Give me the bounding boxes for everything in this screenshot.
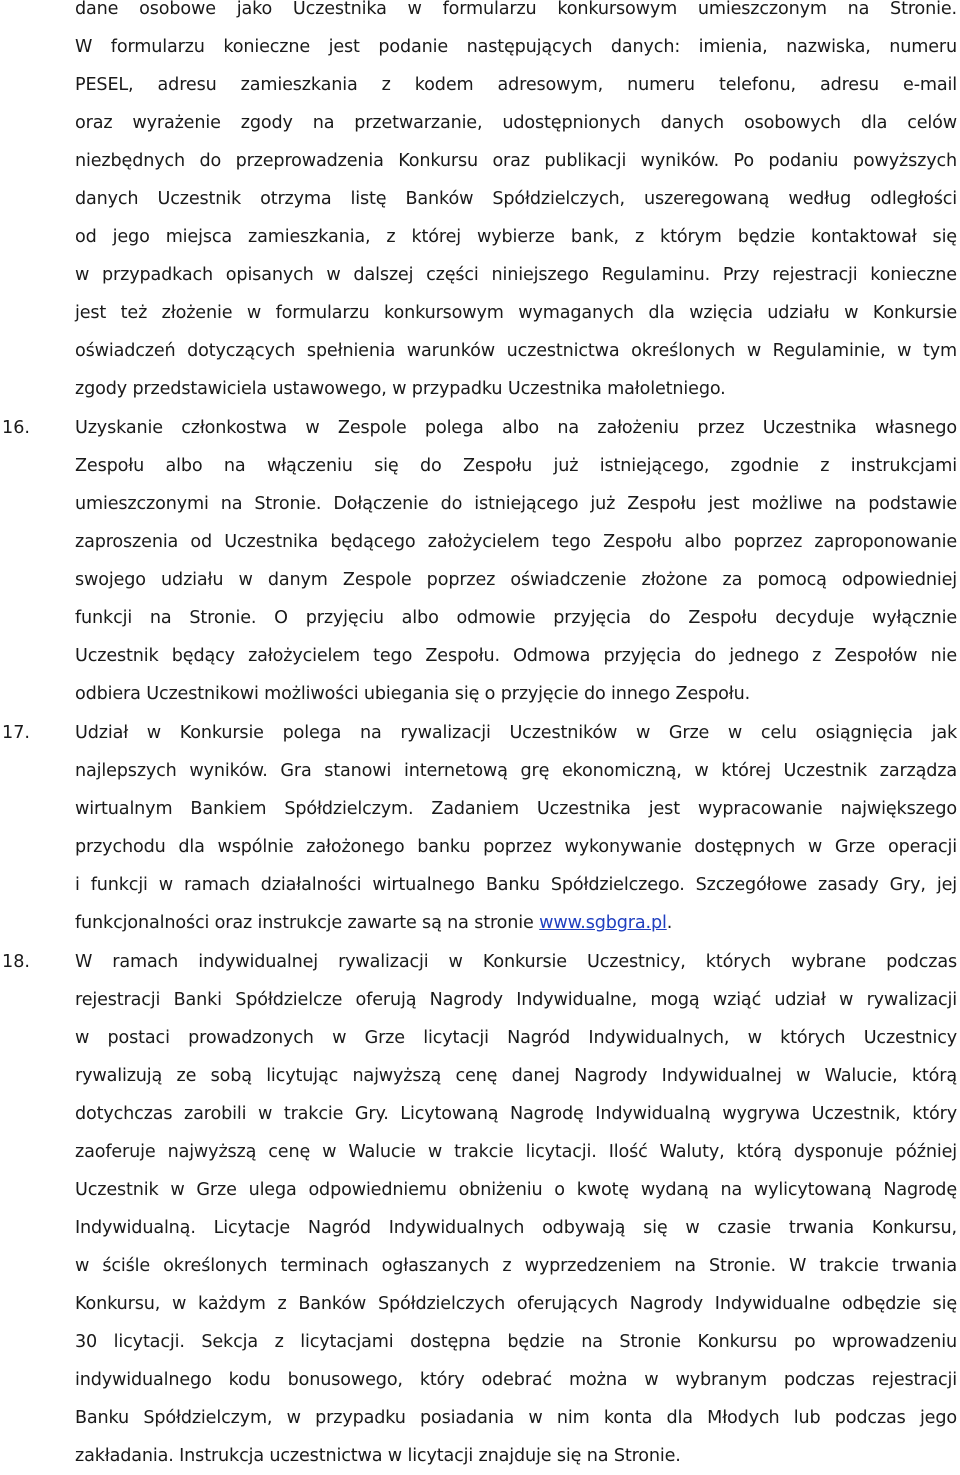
section-16-line-4: zaproszenia od Uczestnika będącego założycielem tego Zespołu albo poprzez zaproponowanie [75, 532, 957, 552]
section-16-line-3: umieszczonymi na Stronie. Dołączenie do istniejącego już Zespołu jest możliwe na podstawie [75, 494, 957, 514]
section-18-line-3: w postaci prowadzonych w Grze licytacji Nagród Indywidualnych, w których Uczestnicy [75, 1028, 957, 1048]
section-18-line-12: indywidualnego kodu bonusowego, który odebrać można w wybranym podczas rejestracji [75, 1370, 957, 1390]
section-18-line-13: Banku Spółdzielczym, w przypadku posiadania w nim konta dla Młodych lub podczas jego [75, 1408, 957, 1428]
section-17-number: 17. [2, 723, 30, 743]
intro-line-3: PESEL, adresu zamieszkania z kodem adresowym, numeru telefonu, adresu e-mail [75, 75, 957, 95]
section-18-line-9: w ściśle określonych terminach ogłaszanych z wyprzedzeniem na Stronie. W trakcie trwania [75, 1256, 957, 1276]
section-18-line-10: Konkursu, w każdym z Banków Spółdzielczych oferujących Nagrody Indywidualne odbędzie się [75, 1294, 957, 1314]
section-16-line-1: Uzyskanie członkostwa w Zespole polega albo na założeniu przez Uczestnika własnego [75, 418, 957, 438]
sgbgra-link[interactable]: www.sgbgra.pl [539, 913, 667, 933]
section-18-line-1: W ramach indywidualnej rywalizacji w Konkursie Uczestnicy, których wybrane podczas [75, 952, 957, 972]
section-17-line-4: przychodu dla wspólnie założonego banku poprzez wykonywanie dostępnych w Grze operacji [75, 837, 957, 857]
intro-line-10: oświadczeń dotyczących spełnienia warunków uczestnictwa określonych w Regulaminie, w tym [75, 341, 957, 361]
section-18-line-11: 30 licytacji. Sekcja z licytacjami dostępna będzie na Stronie Konkursu po wprowadzeniu [75, 1332, 957, 1352]
section-16-line-5: swojego udziału w danym Zespole poprzez oświadczenie złożone za pomocą odpowiedniej [75, 570, 957, 590]
intro-line-7: od jego miejsca zamieszkania, z której wybierze bank, z którym będzie kontaktował się [75, 227, 957, 247]
section-18-line-14: zakładania. Instrukcja uczestnictwa w licytacji znajduje się na Stronie. [75, 1446, 681, 1466]
section-18-line-8: Indywidualną. Licytacje Nagród Indywidualnych odbywają się w czasie trwania Konkursu, [75, 1218, 957, 1238]
section-16-line-8: odbiera Uczestnikowi możliwości ubiegania się o przyjęcie do innego Zespołu. [75, 684, 751, 704]
intro-line-5: niezbędnych do przeprowadzenia Konkursu oraz publikacji wyników. Po podaniu powyższych [75, 151, 957, 171]
section-17-line-5: i funkcji w ramach działalności wirtualnego Banku Spółdzielczego. Szczegółowe zasady Gry, jej [75, 875, 957, 895]
section-17-line-2: najlepszych wyników. Gra stanowi internetową grę ekonomiczną, w której Uczestnik zarządza [75, 761, 957, 781]
intro-line-8: w przypadkach opisanych w dalszej części niniejszego Regulaminu. Przy rejestracji konieczne [75, 265, 957, 285]
section-18-number: 18. [2, 952, 30, 972]
intro-line-2: W formularzu konieczne jest podanie następujących danych: imienia, nazwiska, numeru [75, 37, 957, 57]
intro-line-11: zgody przedstawiciela ustawowego, w przypadku Uczestnika małoletniego. [75, 379, 726, 399]
section-18-line-5: dotychczas zarobili w trakcie Gry. Licytowaną Nagrodę Indywidualną wygrywa Uczestnik, który [75, 1104, 957, 1124]
intro-line-4: oraz wyrażenie zgody na przetwarzanie, udostępnionych danych osobowych dla celów [75, 113, 957, 133]
section-17-line-6-text: funkcjonalności oraz instrukcje zawarte są na stronie [75, 913, 540, 933]
section-16-line-2: Zespołu albo na włączeniu się do Zespołu już istniejącego, zgodnie z instrukcjami [75, 456, 957, 476]
section-18-line-4: rywalizują ze sobą licytując najwyższą cenę danej Nagrody Indywidualnej w Walucie, którą [75, 1066, 957, 1086]
section-16-line-6: funkcji na Stronie. O przyjęciu albo odmowie przyjęcia do Zespołu decyduje wyłącznie [75, 608, 957, 628]
section-17-line-6-period: . [666, 913, 673, 933]
section-17-line-6 [75, 904, 957, 942]
section-17-line-1: Udział w Konkursie polega na rywalizacji Uczestników w Grze w celu osiągnięcia jak [75, 723, 957, 743]
intro-line-6: danych Uczestnik otrzyma listę Banków Spółdzielczych, uszeregowaną według odległości [75, 189, 957, 209]
section-16-line-7: Uczestnik będący założycielem tego Zespołu. Odmowa przyjęcia do jednego z Zespołów nie [75, 646, 957, 666]
intro-line-9: jest też złożenie w formularzu konkursowym wymaganych dla wzięcia udziału w Konkursie [75, 303, 957, 323]
section-16-number: 16. [2, 418, 30, 438]
section-18-line-2: rejestracji Banki Spółdzielcze oferują Nagrody Indywidualne, mogą wziąć udział w rywalizacji [75, 990, 957, 1010]
intro-line-1: dane osobowe jako Uczestnika w formularzu konkursowym umieszczonym na Stronie. [75, 0, 957, 19]
section-18-line-7: Uczestnik w Grze ulega odpowiedniemu obniżeniu o kwotę wydaną na wylicytowaną Nagrodę [75, 1180, 957, 1200]
section-18-line-6: zaoferuje najwyższą cenę w Walucie w trakcie licytacji. Ilość Waluty, którą dysponuje później [75, 1142, 957, 1162]
section-17-line-3: wirtualnym Bankiem Spółdzielczym. Zadaniem Uczestnika jest wypracowanie największego [75, 799, 957, 819]
